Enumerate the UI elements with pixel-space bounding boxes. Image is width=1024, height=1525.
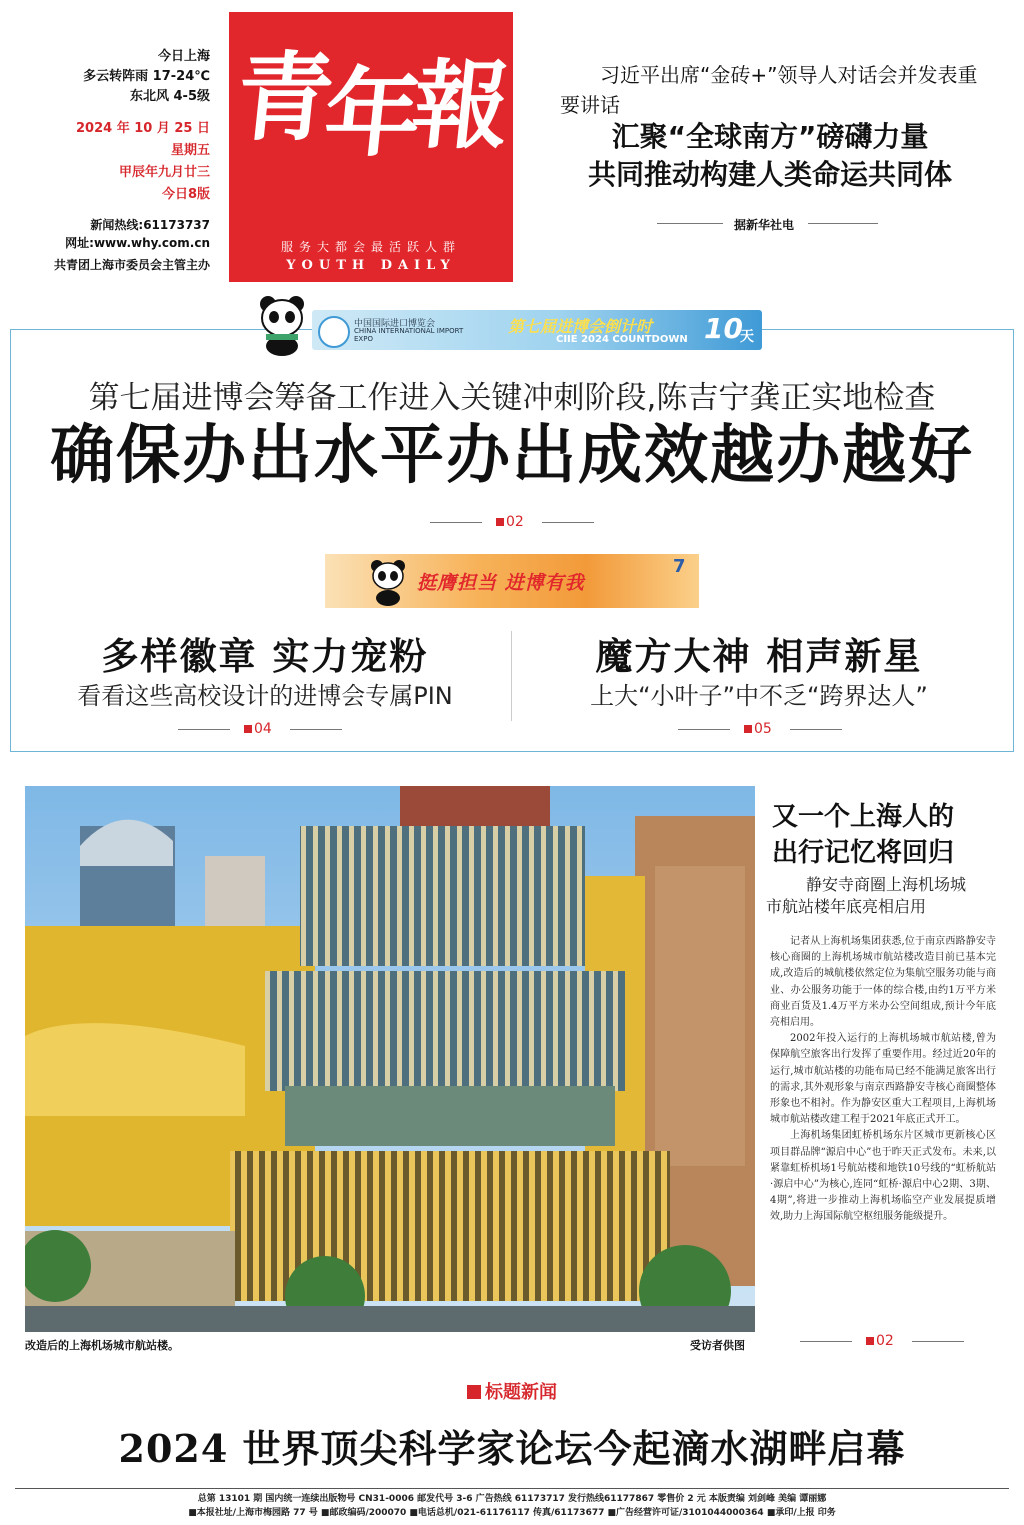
ciie-countdown-days: 10 xyxy=(704,312,743,345)
story-paragraph: 2002年投入运行的上海机场城市航站楼,曾为保障航空旅客出行发挥了重要作用。经过近20年的运行,城市航站楼的功能布局已经不能满足旅客出行的需求,其外观形象与南京西路静安寺核心商圈整体形象也不相衬。作为静安区重大工程项目,上海机场城市航站楼改建工程于2021年底正式开工。 xyxy=(770,1033,996,1126)
weather-place: 今日上海 xyxy=(157,49,210,64)
right-page-ref: 05 xyxy=(744,721,772,737)
photo-caption: 改造后的上海机场城市航站楼。 xyxy=(25,1339,179,1352)
logo-slogan: 服务大都会最活跃人群 xyxy=(280,240,461,254)
story-page-ref: 02 xyxy=(866,1333,894,1349)
ciie-countdown-banner xyxy=(312,310,762,350)
right-feature-title: 魔方大神 相声新星 xyxy=(595,635,923,678)
lead-headline-2: 共同推动构建人类命运共同体 xyxy=(587,158,952,191)
ciie-banner-en-small: CHINA INTERNATIONAL IMPORT EXPO xyxy=(354,327,464,343)
footer-line-2: ■本报社址/上海市梅园路 77 号 ■邮政编码/200070 ■电话总机/021-61176117 传真/61173677 ■广告经营许可证/3101044000364 ■承印/上报 印务 xyxy=(188,1508,836,1518)
column-divider xyxy=(511,631,512,721)
ciie-banner-en: CIIE 2024 COUNTDOWN xyxy=(556,334,688,345)
story-rule-right xyxy=(912,1341,964,1342)
left-feature-title: 多样徽章 实力宠粉 xyxy=(101,635,429,678)
story-rule-left xyxy=(800,1341,852,1342)
wind: 东北风 4-5级 xyxy=(129,89,210,104)
left-feature-subtitle: 看看这些高校设计的进博会专属PIN xyxy=(77,682,453,710)
ciie-headline: 确保办出水平办出成效越办越好 xyxy=(50,419,974,493)
bottom-headline: 2024 世界顶尖科学家论坛今起滴水湖畔启幕 xyxy=(118,1426,906,1471)
panda-mascot-icon xyxy=(252,292,312,356)
section-label: 标题新闻 xyxy=(0,1378,1024,1404)
footer-rule xyxy=(15,1488,1009,1489)
building-illustration xyxy=(25,786,755,1332)
logo-char-2: 年 xyxy=(319,57,427,170)
weather: 多云转阵雨 17-24℃ xyxy=(83,69,210,84)
newspaper-logo xyxy=(229,12,513,282)
ciie-rule-left xyxy=(430,522,482,523)
news-hotline: 新闻热线:61173737 xyxy=(90,218,210,232)
ciie-page-ref: 02 xyxy=(496,514,524,530)
ciie-rule-right xyxy=(542,522,594,523)
story-subtitle-1: 静安寺商圈上海机场城 xyxy=(806,875,967,894)
logo-char-1: 青 xyxy=(231,41,339,154)
lead-intro: 习近平出席“金砖+”领导人对话会并发表重要讲话 xyxy=(560,63,978,117)
issue-date: 2024 年 10 月 25 日 xyxy=(76,121,210,136)
story-headline-2: 出行记忆将回归 xyxy=(772,838,955,868)
story-paragraph: 记者从上海机场集团获悉,位于南京西路静安寺核心商圈的上海机场城市航站楼改造目前已基本完成,改造后的城航楼依然定位为集航空服务功能与商业、办公服务功能于一体的综合楼,由约1万平方米商业百货及1.4万平方米办公空间组成,预计今年底亮相启用。 xyxy=(770,936,996,1029)
logo-char-3: 報 xyxy=(407,49,515,162)
story-subtitle-2: 市航站楼年底亮相启用 xyxy=(766,897,927,916)
story-body xyxy=(770,934,996,1226)
ciie-banner-cn: 中国国际进口博览会 xyxy=(354,319,436,329)
sponsor: 共青团上海市委员会主管主办 xyxy=(53,258,210,272)
left-rule-b xyxy=(290,729,342,730)
lead-headline-1: 汇聚“全球南方”磅礴力量 xyxy=(611,120,929,153)
website: 网址:www.why.com.cn xyxy=(65,236,210,250)
story-headline-1: 又一个上海人的 xyxy=(772,802,955,832)
left-rule-a xyxy=(178,729,230,730)
story-paragraph: 上海机场集团虹桥机场东片区城市更新核心区项目群品牌“源启中心”也于昨天正式发布。未来,以紧靠虹桥机场1号航站楼和地铁10号线的“虹桥航站·源启中心”为核心,连同“虹桥·源启中心2期、3期、4期”,将进一步推动上海机场临空产业发展提质增效,助力上海国际航空枢纽服务能级提升。 xyxy=(770,1130,996,1223)
footer-line-1: 总第 13101 期 国内统一连续出版物号 CN31-0006 邮发代号 3-6 广告热线 61173717 发行热线61177867 零售价 2 元 本版责编 刘剑峰 美编 谭丽娜 xyxy=(197,1494,827,1504)
left-page-ref: 04 xyxy=(244,721,272,737)
lead-rule-right xyxy=(808,223,878,224)
ciie-subtitle: 第七届进博会筹备工作进入关键冲刺阶段,陈吉宁龚正实地检查 xyxy=(88,380,936,416)
ciie-countdown-unit: 天 xyxy=(740,329,754,345)
ciie-volunteer-banner xyxy=(325,554,699,608)
right-rule-b xyxy=(790,729,842,730)
photo-credit: 受访者供图 xyxy=(690,1339,745,1352)
logo-english: YOUTH DAILY xyxy=(286,258,456,273)
lunar-date: 甲辰年九月廿三 xyxy=(118,165,210,180)
lead-rule-left xyxy=(657,223,723,224)
terminal-building-photo xyxy=(25,786,755,1332)
right-feature-subtitle: 上大“小叶子”中不乏“跨界达人” xyxy=(590,682,928,710)
panda-mascot-icon xyxy=(365,556,411,606)
ciie-volunteer-banner-number: 7 xyxy=(673,556,686,577)
weekday: 星期五 xyxy=(170,143,210,158)
ciie-logo-icon xyxy=(318,316,350,348)
ciie-banner-title: 第七届进博会倒计时 xyxy=(508,317,653,336)
page-count: 今日8版 xyxy=(161,187,210,202)
ciie-volunteer-banner-text: 挺膺担当 进博有我 xyxy=(417,572,585,594)
right-rule-a xyxy=(678,729,730,730)
lead-source: 据新华社电 xyxy=(734,218,795,232)
